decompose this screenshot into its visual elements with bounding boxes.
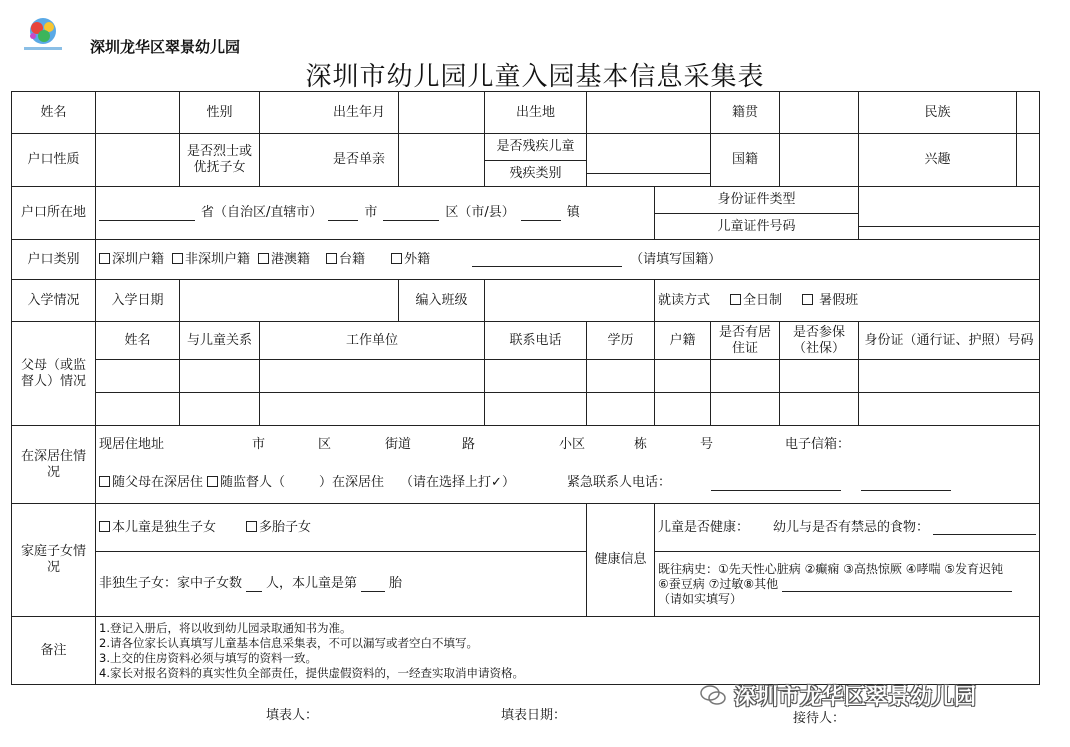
name-label: 姓名: [12, 92, 96, 134]
birth-date-label: 出生年月: [260, 92, 399, 134]
remarks-label: 备注: [12, 617, 96, 685]
disabled-field[interactable]: [587, 134, 711, 187]
parent-col-name: 姓名: [96, 322, 180, 360]
address-row[interactable]: 现居住地址 市 区 街道 路 小区 栋 号 电子信箱：: [96, 426, 1040, 464]
registration-form: [11, 91, 1040, 685]
form-title: 深圳市幼儿园儿童入园基本信息采集表: [305, 62, 765, 92]
emergency-label: 紧急联系人电话：: [566, 475, 671, 491]
school-logo: [18, 14, 68, 54]
checkbox-summer[interactable]: 暑假班: [802, 293, 858, 309]
non-only-child[interactable]: 非独生子女：家中子女数 人，本儿童是第 胎: [96, 552, 587, 617]
id-number-label: 儿童证件号码: [717, 219, 796, 234]
nationality-label: 国籍: [711, 134, 780, 187]
id-fields[interactable]: [859, 187, 1040, 240]
native-place-label: 籍贯: [711, 92, 780, 134]
study-mode: 就读方式 全日制 暑假班: [655, 280, 1040, 322]
residence-options: 随父母在深居住 随监督人（ ）在深居住 （请在选择上打✓） 紧急联系人电话：: [96, 464, 1040, 504]
parent-col-residence-permit: 是否有居住证: [711, 322, 780, 360]
nationality-field[interactable]: [780, 134, 859, 187]
residence-registration-label: 户口所在地: [12, 187, 96, 240]
hobby-label: 兴趣: [859, 134, 1017, 187]
birth-date-field[interactable]: [399, 92, 485, 134]
wechat-icon: [700, 684, 726, 706]
parent-col-hukou: 户籍: [655, 322, 711, 360]
health-top[interactable]: 儿童是否健康： 幼儿与是否有禁忌的食物：: [655, 504, 1040, 552]
remarks-text: 1.登记入册后，将以收到幼儿园录取通知书为准。 2.请各位家长认真填写儿童基本信息采集表，不可以漏写或者空白不填写。 3.上交的住房资料必须与填写的资料一致。 4.家长对报名资料的真实性负全部责任，提供虚假资料的，一经查实取消申请资格。: [96, 617, 1040, 685]
parent-col-id: 身份证（通行证、护照）号码: [859, 322, 1040, 360]
name-field[interactable]: [96, 92, 180, 134]
parent-row[interactable]: [12, 360, 1040, 393]
ethnicity-field[interactable]: [1017, 92, 1040, 134]
checkbox-taiwan[interactable]: 台籍: [326, 252, 365, 268]
birthplace-label: 出生地: [485, 92, 587, 134]
nationality-line[interactable]: [472, 252, 622, 267]
enrollment-label: 入学情况: [12, 280, 96, 322]
birthplace-field[interactable]: [587, 92, 711, 134]
native-place-field[interactable]: [780, 92, 859, 134]
email-label: 电子信箱：: [785, 436, 851, 452]
enroll-date-field[interactable]: [180, 280, 399, 322]
enroll-date-label: 入学日期: [96, 280, 180, 322]
checkbox-non-shenzhen[interactable]: 非深圳户籍: [172, 252, 250, 268]
health-label: 健康信息: [587, 504, 655, 617]
class-field[interactable]: [485, 280, 655, 322]
disabled-cell: [485, 134, 587, 187]
checkbox-foreign[interactable]: 外籍: [391, 252, 430, 268]
household-type-field[interactable]: [96, 134, 180, 187]
disabled-label: 是否残疾儿童: [485, 134, 586, 161]
nationality-hint: （请填写国籍）: [630, 251, 722, 267]
id-type-label: 身份证件类型: [655, 187, 858, 214]
household-type-label: 户口性质: [12, 134, 96, 187]
family-label: 家庭子女情况: [12, 504, 96, 617]
ethnicity-label: 民族: [859, 92, 1017, 134]
parent-col-phone: 联系电话: [485, 322, 587, 360]
reviewer-label: 接待人：: [793, 711, 846, 726]
disability-type-label: 残疾类别: [509, 166, 562, 181]
household-category-label: 户口类别: [12, 240, 96, 280]
child-type-options: [96, 504, 587, 552]
parent-col-relation: 与儿童关系: [180, 322, 260, 360]
gender-label: 性别: [180, 92, 260, 134]
residence-registration-field[interactable]: 省（自治区/直辖市） 市 区（市/县） 镇: [96, 187, 655, 240]
parent-col-work: 工作单位: [260, 322, 485, 360]
hobby-field[interactable]: [1017, 134, 1040, 187]
medical-history[interactable]: 既往病史：①先天性心脏病 ②癫痫 ③高热惊厥 ④哮喘 ⑤发育迟钝 ⑥蚕豆病 ⑦过敏⑧其他 （请如实填写）: [655, 552, 1040, 617]
residence-label: 在深居住情况: [12, 426, 96, 504]
filler-label: 填表人：: [266, 708, 319, 723]
checkbox-fulltime[interactable]: 全日制: [730, 293, 782, 309]
checkbox-with-parents[interactable]: 随父母在深居住: [99, 475, 203, 491]
class-label: 编入班级: [399, 280, 485, 322]
checkbox-hk-macao[interactable]: 港澳籍: [258, 252, 310, 268]
checkbox-with-guardian[interactable]: 随监督人（ ）在深居住: [207, 475, 384, 491]
checkbox-shenzhen[interactable]: 深圳户籍: [99, 252, 164, 268]
id-labels: [655, 187, 859, 240]
checkbox-only-child[interactable]: 本儿童是独生子女: [99, 520, 216, 536]
watermark: 深圳市龙华区翠景幼儿园: [734, 685, 977, 710]
parents-label: 父母（或监督人）情况: [12, 322, 96, 426]
parent-col-insurance: 是否参保（社保）: [780, 322, 859, 360]
parent-row[interactable]: [12, 393, 1040, 426]
household-category-options: [96, 240, 1040, 280]
single-parent-field[interactable]: [399, 134, 485, 187]
single-parent-label: 是否单亲: [260, 134, 399, 187]
parent-col-education: 学历: [587, 322, 655, 360]
martyr-label: 是否烈士或优抚子女: [180, 134, 260, 187]
checkbox-multi-child[interactable]: 多胎子女: [246, 520, 311, 536]
school-name: 深圳龙华区翠景幼儿园: [90, 38, 241, 56]
date-label: 填表日期：: [501, 708, 567, 723]
